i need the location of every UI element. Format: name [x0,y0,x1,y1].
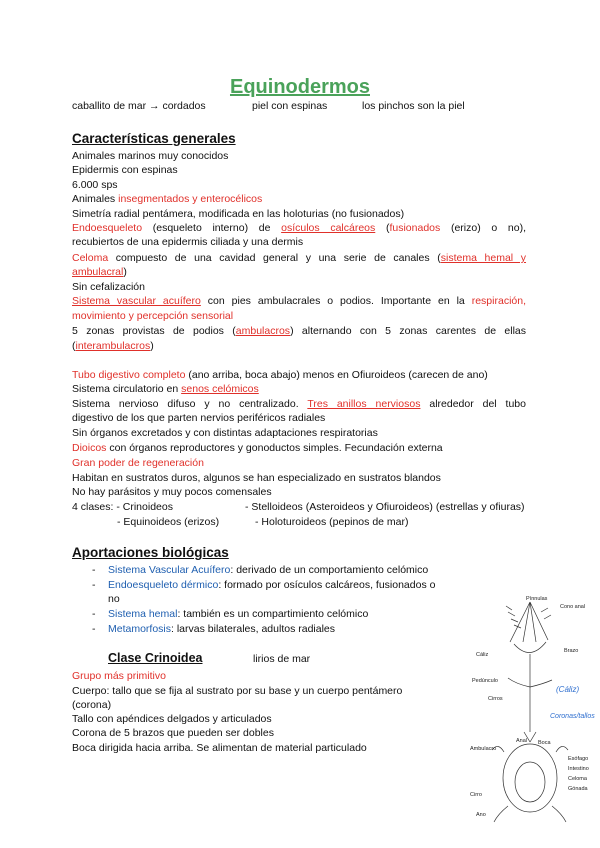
list-item: Sistema hemal: también es un compartimiento celómico [108,608,369,620]
line: - Equinoideos (erizos) [117,516,220,528]
figure-label: Pínnulas [526,596,548,602]
section-heading-crinoidea: Clase Crinoidea [108,651,203,665]
intro-3: los pinchos son la piel [362,100,465,112]
line: (corona) [72,699,112,711]
line: No hay parásitos y muy pocos comensales [72,486,272,498]
line: digestivo de los que parten nervios periféricos radiales [72,412,326,424]
line: - Stelloideos (Asteroideos y Ofiuroideos) (estrellas y ofiuras) [245,501,525,513]
section-heading-generales: Características generales [72,131,236,146]
intro-1: caballito de mar → cordados [72,100,206,112]
line [72,193,262,206]
handwritten-note: Coronas/tallos [550,713,595,720]
figure-label: Ano [476,812,486,818]
line: ambulacral) [72,266,127,278]
figure-label: Gónada [568,786,588,792]
line: 4 clases: - Crinoideos [72,501,173,513]
intro-2: piel con espinas [252,100,328,112]
crinoidea-note: lirios de mar [253,653,311,665]
line: Dioicos con órganos reproductores y gonoductos simples. Fecundación externa [72,442,443,454]
line: Celoma compuesto de una cavidad general y una serie de canales (sistema hemal y [72,252,527,264]
line: movimiento y percepción sensorial [72,310,234,322]
figure-label: Ambulacro [470,746,497,752]
line: Boca dirigida hacia arriba. Se alimentan de material particulado [72,742,367,754]
list-item-continuation: no [108,593,120,605]
line: Sin órganos excretados y con distintas adaptaciones respiratorias [72,427,378,439]
figure-label: Boca [538,740,551,746]
figure-label: Esófago [568,756,589,762]
line: Gran poder de regeneración [72,457,204,469]
line: Tallo con apéndices delgados y articulados [72,713,272,725]
highlight-text: insegmentados y enterocélicos [118,193,263,205]
figure-label: Intestino [568,766,589,772]
line: Cuerpo: tallo que se fija al sustrato por su base y un cuerpo pentámero [72,685,403,697]
line: - Holoturoideos (pepinos de mar) [255,516,409,528]
list-item: Metamorfosis: larvas bilaterales, adultos radiales [108,623,336,635]
line: Simetría radial pentámera, modificada en las holoturias (no fusionados) [72,208,405,220]
line: Endoesqueleto (esqueleto interno) de osículos calcáreos (fusionados (erizo) o no), [72,222,527,234]
line: 5 zonas provistas de podios (ambulacros) alternando con 5 zonas carentes de ellas [72,325,527,337]
figure-label: Anal [516,738,528,744]
line: Sin cefalización [72,281,145,293]
line: Sistema circulatorio en senos celómicos [72,383,259,395]
line: Tubo digestivo completo (ano arriba, boca abajo) menos en Ofiuroideos (carecen de ano) [72,369,488,381]
crinoid-illustration [468,592,595,828]
figure-label: Cirros [488,696,503,702]
bullet-dash: - [92,608,96,620]
line: 6.000 sps [72,179,118,191]
line: recubiertos de una epidermis ciliada y una dermis [72,236,304,248]
line: Habitan en sustratos duros, algunos se han especializado en sustratos blandos [72,472,441,484]
line: Corona de 5 brazos que pueden ser dobles [72,727,274,739]
figure-label: Cono anal [560,604,586,610]
handwritten-note: (Cáliz) [556,685,580,694]
line: Sistema nervioso difuso y no centralizado. Tres anillos nerviosos alrededor del tubo [72,398,526,410]
line: Animales marinos muy conocidos [72,150,229,162]
line: (interambulacros) [72,340,154,352]
figure-label: Brazo [564,648,579,654]
text: Animales [72,193,119,205]
figure-label: Cirro [470,792,482,798]
section-heading-aportaciones: Aportaciones biológicas [72,545,229,560]
figure-label: Cáliz [476,652,489,658]
figure-label: Pedúnculo [472,678,498,684]
list-item: Endoesqueleto dérmico: formado por osículos calcáreos, fusionados o [108,579,436,591]
line: Epidermis con espinas [72,164,178,176]
line: Sistema vascular acuífero con pies ambulacrales o podios. Importante en la respiración, [72,295,526,307]
list-item: Sistema Vascular Acuífero: derivado de un comportamiento celómico [108,564,429,576]
page-title: Equinodermos [229,76,370,98]
figure-label: Celoma [568,776,587,782]
bullet-dash: - [92,623,96,635]
bullet-dash: - [92,579,96,591]
bullet-dash: - [92,564,96,576]
line: Grupo más primitivo [72,670,166,682]
